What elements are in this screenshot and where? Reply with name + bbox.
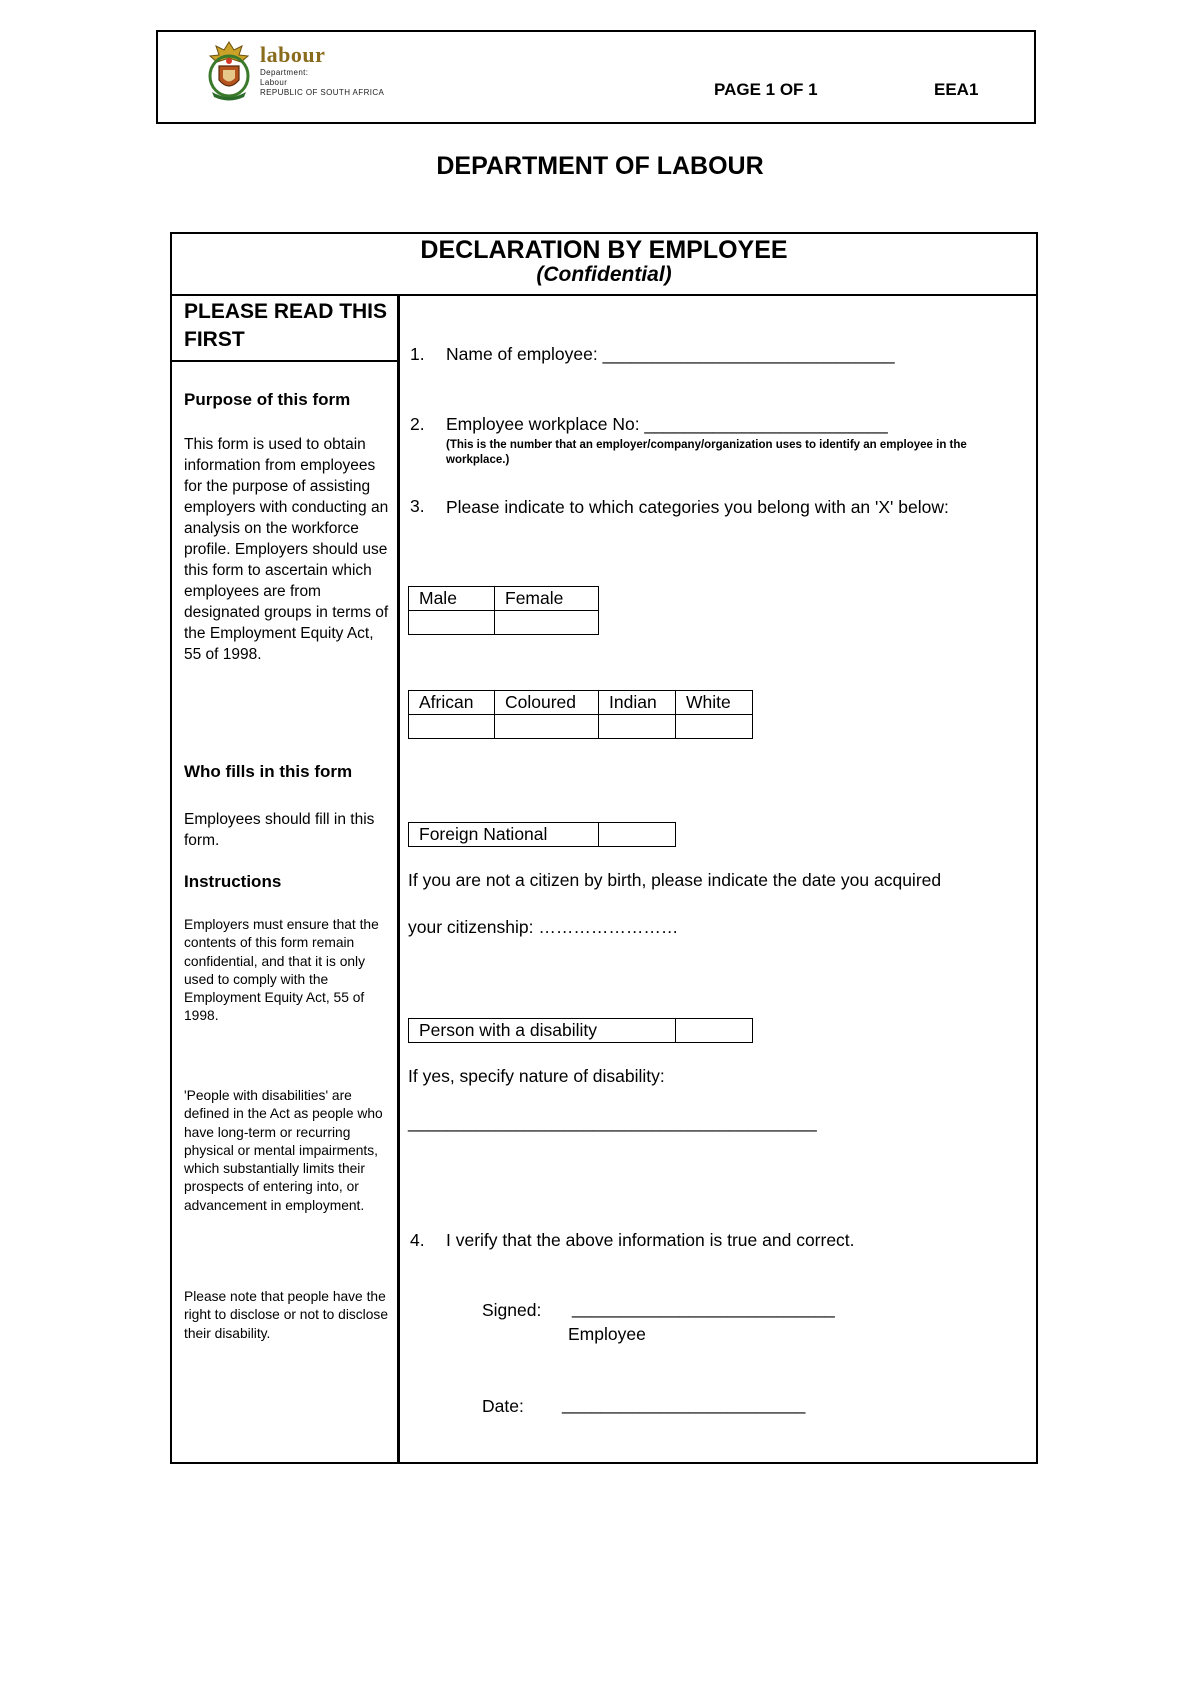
workplace-number-field[interactable]: Employee workplace No: _________________________ (446, 414, 888, 434)
disability-definition-text: 'People with disabilities' are defined in the Act as people who have long-term or recurring physical or mental impairments, which substantially limits their prospects of entering into, or advancement in employment. (184, 1088, 383, 1213)
instructions-heading: Instructions (184, 872, 282, 891)
declaration-form (170, 232, 1038, 1464)
purpose-heading: Purpose of this form (184, 390, 351, 409)
purpose-text: This form is used to obtain information from employees for the purpose of assisting employers with conducting an analysis on the workforce profile. Employers should use this form to ascertain which employees are from designated groups in terms of the Employment Equity Act, 55 of 1998. (184, 436, 389, 663)
logo-text (260, 42, 384, 98)
gender-female-checkbox[interactable] (495, 611, 599, 635)
workplace-number-note: (This is the number that an employer/company/organization uses to identify an employee in the workplace.) (446, 439, 967, 466)
q4-number: 4. (410, 1230, 425, 1250)
q2-number: 2. (410, 414, 425, 434)
gender-table (408, 586, 599, 635)
coat-of-arms-icon (204, 40, 254, 102)
q4-label: I verify that the above information is true and correct. (446, 1230, 855, 1250)
header-box (156, 30, 1036, 124)
who-text: Employees should fill in this form. (184, 811, 375, 849)
q1-number: 1. (410, 344, 425, 364)
logo-line-1: Department: (260, 68, 309, 77)
disability-table (408, 1018, 753, 1043)
gender-male-checkbox[interactable] (409, 611, 495, 635)
race-header-coloured: Coloured (495, 691, 599, 715)
read-first-rule (172, 360, 397, 362)
disability-nature-label: If yes, specify nature of disability: (408, 1066, 665, 1086)
logo-line-3: REPUBLIC OF SOUTH AFRICA (260, 88, 385, 97)
gender-header-male: Male (409, 587, 495, 611)
department-title: DEPARTMENT OF LABOUR (436, 152, 764, 180)
race-header-african: African (409, 691, 495, 715)
instructions-text: Employers must ensure that the contents of this form remain confidential, and that it is only used to comply with the Employment Equity Act, 55 of 1998. (184, 917, 379, 1024)
date-label: Date: (482, 1396, 524, 1416)
signature-field[interactable]: ___________________________ (572, 1298, 835, 1318)
race-indian-checkbox[interactable] (599, 715, 676, 739)
race-african-checkbox[interactable] (409, 715, 495, 739)
disability-nature-field[interactable]: __________________________________________ (408, 1112, 817, 1132)
form-title: DECLARATION BY EMPLOYEE (420, 236, 788, 264)
employee-caption: Employee (568, 1324, 646, 1344)
form-title-band (172, 234, 1036, 296)
employee-name-field[interactable]: Name of employee: ______________________________ (446, 344, 895, 364)
read-first-heading: PLEASE READ THIS FIRST (184, 300, 388, 351)
disability-checkbox[interactable] (676, 1019, 753, 1043)
page-number: PAGE 1 OF 1 (714, 80, 818, 99)
form-subtitle: (Confidential) (536, 263, 672, 286)
date-field[interactable]: _________________________ (562, 1394, 806, 1414)
race-table (408, 690, 753, 739)
race-white-checkbox[interactable] (676, 715, 753, 739)
race-header-indian: Indian (599, 691, 676, 715)
citizenship-text-line-1: If you are not a citizen by birth, please indicate the date you acquired (408, 870, 942, 890)
logo-line-2: Labour (260, 78, 288, 87)
signed-label: Signed: (482, 1300, 542, 1320)
column-divider (397, 296, 400, 1464)
foreign-national-table (408, 822, 676, 847)
race-coloured-checkbox[interactable] (495, 715, 599, 739)
citizenship-date-field[interactable]: your citizenship: …………………… (408, 917, 679, 937)
q3-label: Please indicate to which categories you belong with an 'X' below: (446, 497, 949, 517)
gender-header-female: Female (495, 587, 599, 611)
who-heading: Who fills in this form (184, 762, 353, 781)
form-code: EEA1 (934, 80, 979, 99)
disclose-text: Please note that people have the right to disclose or not to disclose their disability. (184, 1289, 388, 1341)
q3-number: 3. (410, 496, 425, 516)
disability-label: Person with a disability (409, 1019, 676, 1043)
logo-word: labour (260, 42, 326, 67)
foreign-national-checkbox[interactable] (599, 823, 676, 847)
race-header-white: White (676, 691, 753, 715)
foreign-national-label: Foreign National (409, 823, 599, 847)
